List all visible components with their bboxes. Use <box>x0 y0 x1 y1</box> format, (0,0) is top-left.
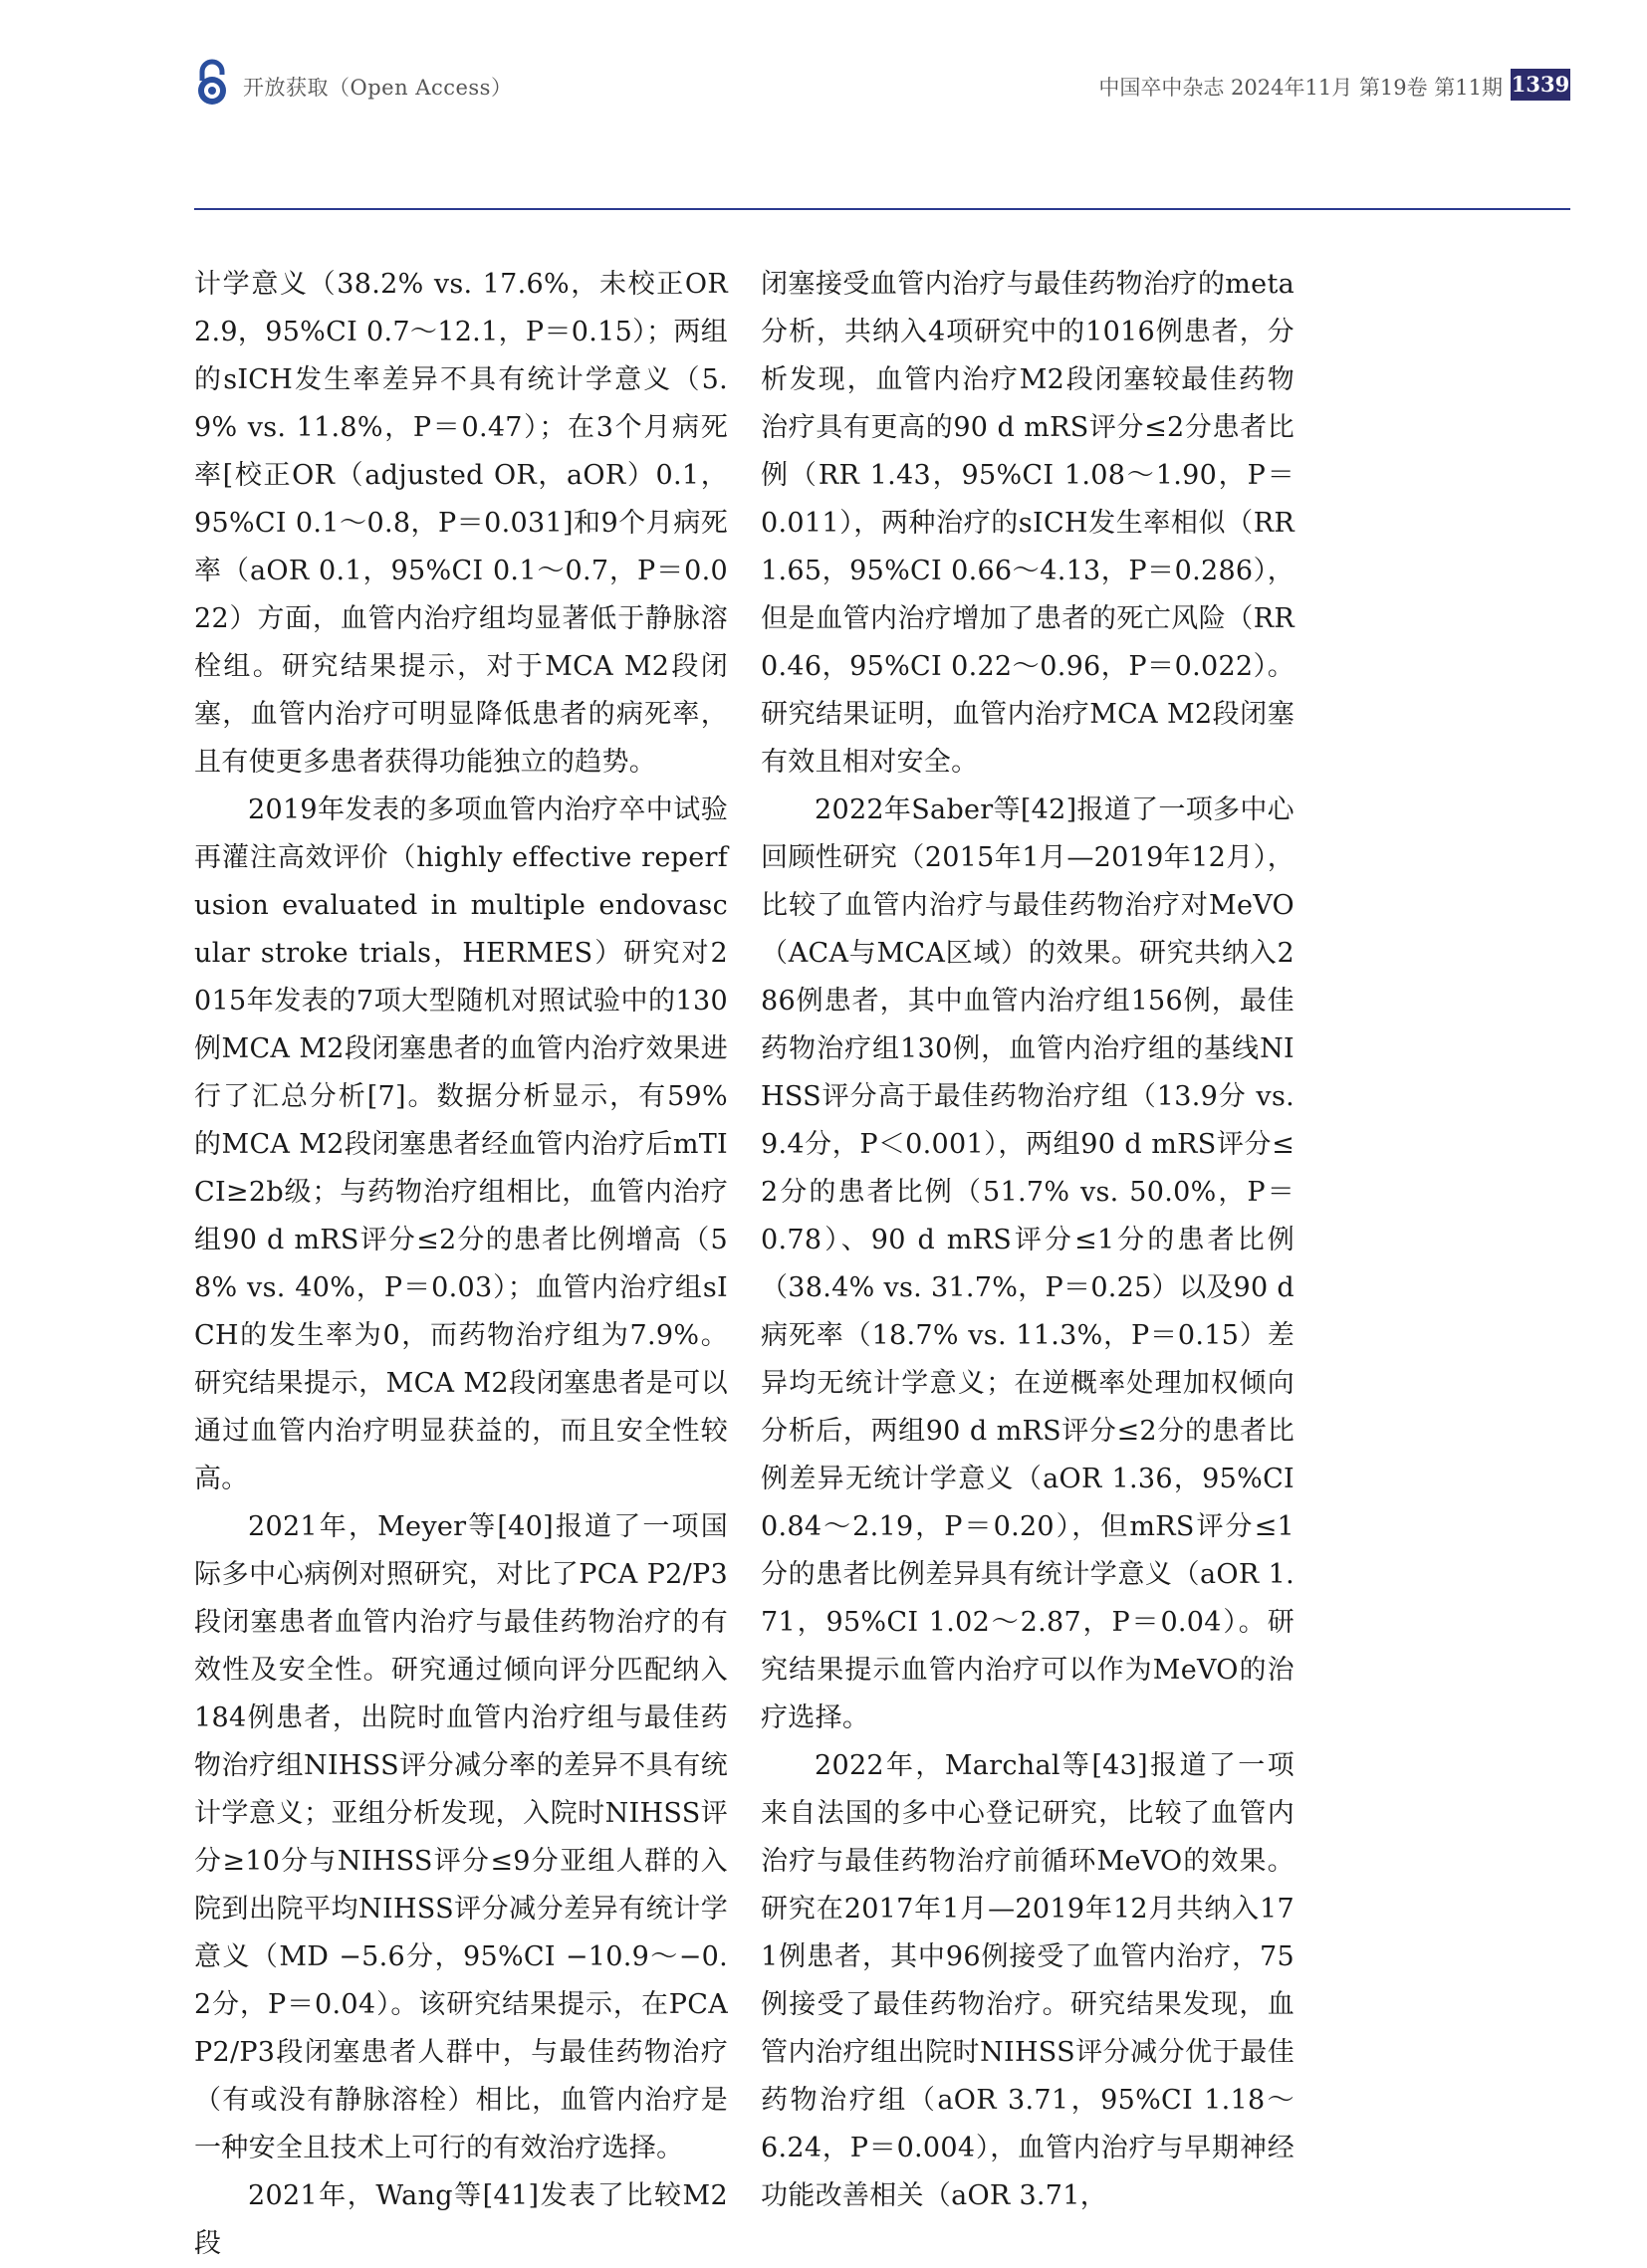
paragraph: 2019年发表的多项血管内治疗卒中试验再灌注高效评价（highly effective reperfusion evaluated in multiple endovascular stroke trials，HERMES）研究对2015年发表的7项大型随机对照试验中的130例MCA M2段闭塞患者的血管内治疗效果进行了汇总分析[7]。数据分析显示，有59%的MCA M2段闭塞患者经血管内治疗后mTICI≥2b级；与药物治疗组相比，血管内治疗组90 d mRS评分≤2分的患者比例增高（58% vs. 40%，P＝0.03）；血管内治疗组sICH的发生率为0，而药物治疗组为7.9%。研究结果提示，MCA M2段闭塞患者是可以通过血管内治疗明显获益的，而且安全性较高。 <box>194 794 728 1494</box>
paragraph: 2022年，Marchal等[43]报道了一项来自法国的多中心登记研究，比较了血管内治疗与最佳药物治疗前循环MeVO的效果。研究在2017年1月—2019年12月共纳入171例患者，其中96例接受了血管内治疗，75例接受了最佳药物治疗。研究结果发现，血管内治疗组出院时NIHSS评分减分优于最佳药物治疗组（aOR 3.71，95%CI 1.18～6.24，P＝0.004），血管内治疗与早期神经功能改善相关（aOR 3.71， <box>761 1750 1294 2211</box>
paragraph: 2022年Saber等[42]报道了一项多中心回顾性研究（2015年1月—2019年12月），比较了血管内治疗与最佳药物治疗对MeVO（ACA与MCA区域）的效果。研究共纳入286例患者，其中血管内治疗组156例，最佳药物治疗组130例，血管内治疗组的基线NIHSS评分高于最佳药物治疗组（13.9分 vs. 9.4分，P＜0.001），两组90 d mRS评分≤2分的患者比例（51.7% vs. 50.0%，P＝0.78）、90 d mRS评分≤1分的患者比例（38.4% vs. 31.7%，P＝0.25）以及90 d病死率（18.7% vs. 11.3%，P＝0.15）差异均无统计学意义；在逆概率处理加权倾向分析后，两组90 d mRS评分≤2分的患者比例差异无统计学意义（aOR 1.36，95%CI 0.84～2.19，P＝0.20），但mRS评分≤1分的患者比例差异具有统计学意义（aOR 1.71，95%CI 1.02～2.87，P＝0.04）。研究结果提示血管内治疗可以作为MeVO的治疗选择。 <box>761 794 1294 1733</box>
left-column <box>194 261 728 2268</box>
paragraph: 2021年，Meyer等[40]报道了一项国际多中心病例对照研究，对比了PCA P2/P3段闭塞患者血管内治疗与最佳药物治疗的有效性及安全性。研究通过倾向评分匹配纳入184例患者，出院时血管内治疗组与最佳药物治疗组NIHSS评分减分率的差异不具有统计学意义；亚组分析发现，入院时NIHSS评分≥10分与NIHSS评分≤9分亚组人群的入院到出院平均NIHSS评分减分差异有统计学意义（MD −5.6分，95%CI −10.9～−0.2分，P＝0.04）。该研究结果提示，在PCA P2/P3段闭塞患者人群中，与最佳药物治疗（有或没有静脉溶栓）相比，血管内治疗是一种安全且技术上可行的有效治疗选择。 <box>194 1511 728 2163</box>
page-header <box>0 0 1647 219</box>
header-divider <box>194 208 1570 210</box>
paragraph: 2021年，Wang等[41]发表了比较M2段 <box>194 2180 728 2259</box>
right-column <box>761 261 1294 2220</box>
open-access-lock-icon <box>194 59 230 107</box>
paragraph: 闭塞接受血管内治疗与最佳药物治疗的meta分析，共纳入4项研究中的1016例患者，分析发现，血管内治疗M2段闭塞较最佳药物治疗具有更高的90 d mRS评分≤2分患者比例（RR 1.43，95%CI 1.08～1.90，P＝0.011），两种治疗的sICH发生率相似（RR 1.65，95%CI 0.66～4.13，P＝0.286），但是血管内治疗增加了患者的死亡风险（RR 0.46，95%CI 0.22～0.96，P＝0.022）。研究结果证明，血管内治疗MCA M2段闭塞有效且相对安全。 <box>761 269 1294 778</box>
open-access-label: 开放获取（Open Access） <box>243 76 513 100</box>
journal-info: 中国卒中杂志 2024年11月 第19卷 第11期 <box>1098 76 1503 100</box>
paragraph: 计学意义（38.2% vs. 17.6%，未校正OR 2.9，95%CI 0.7～12.1，P＝0.15）；两组的sICH发生率差异不具有统计学意义（5.9% vs. 11.8%，P＝0.47）；在3个月病死率[校正OR（adjusted OR，aOR）0.1，95%CI 0.1～0.8，P＝0.031]和9个月病死率（aOR 0.1，95%CI 0.1～0.7，P＝0.022）方面，血管内治疗组均显著低于静脉溶栓组。研究结果提示，对于MCA M2段闭塞，血管内治疗可明显降低患者的病死率，且有使更多患者获得功能独立的趋势。 <box>194 269 728 778</box>
page-number-badge: 1339 <box>1511 69 1570 101</box>
